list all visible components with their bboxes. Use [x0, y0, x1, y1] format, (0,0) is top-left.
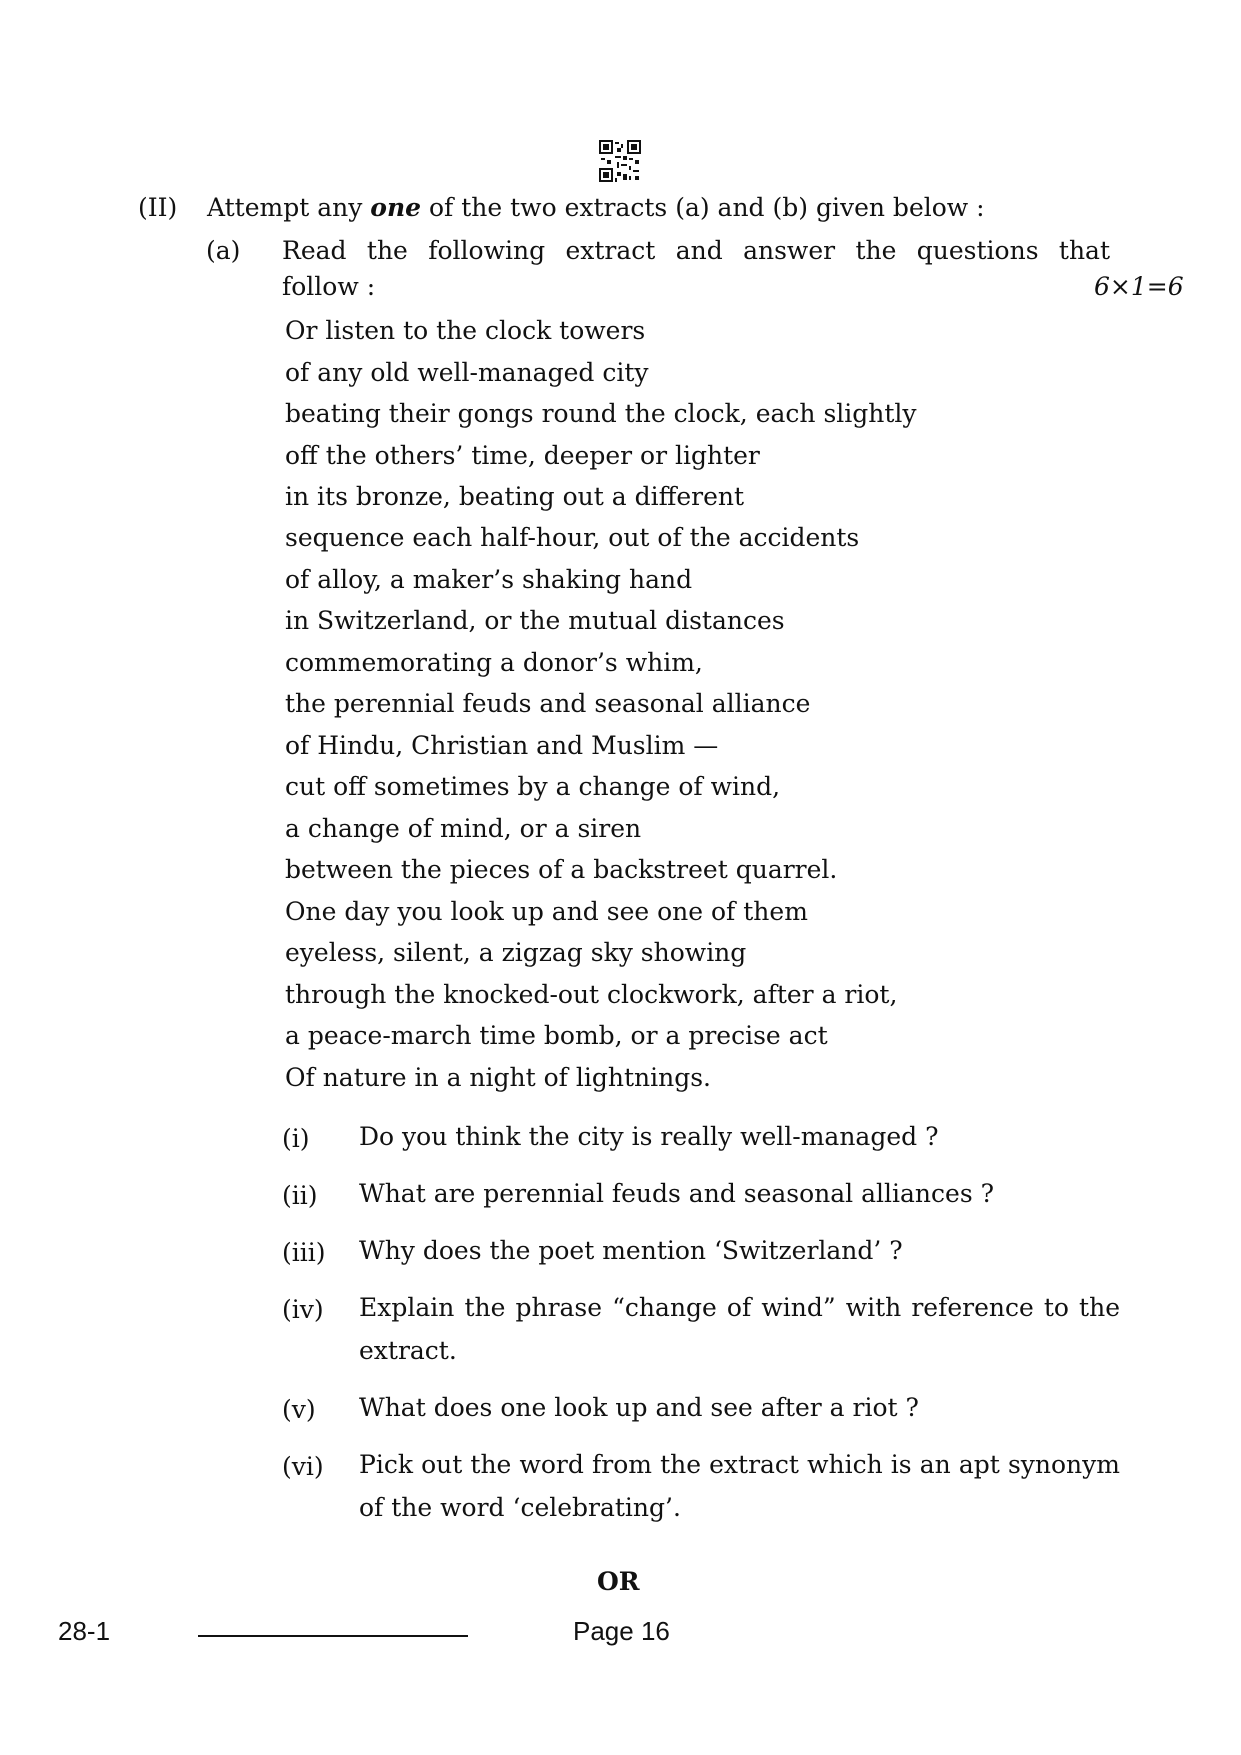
question-text: Pick out the word from the extract which is an apt synonym of the word ‘celebrating’. — [359, 1450, 1120, 1522]
poem-line: a peace-march time bomb, or a precise act — [285, 1021, 828, 1050]
page-number: Page 16 — [573, 1616, 670, 1646]
question-number: (iii) — [282, 1238, 326, 1267]
part-a-intro-line1: Read the following extract and answer the questions that — [282, 236, 1110, 265]
section-instruction — [207, 193, 985, 222]
instruction-text-post: of the two extracts (a) and (b) given below : — [421, 193, 985, 222]
poem-line: through the knocked-out clockwork, after a riot, — [285, 980, 898, 1009]
poem-line: sequence each half-hour, out of the accidents — [285, 523, 860, 552]
question-text: Explain the phrase “change of wind” with reference to the extract. — [359, 1293, 1120, 1365]
question-text: What are perennial feuds and seasonal alliances ? — [359, 1179, 994, 1208]
part-a-intro-line2: follow : — [282, 272, 376, 301]
poem-line: eyeless, silent, a zigzag sky showing — [285, 938, 747, 967]
qr-code — [599, 140, 641, 182]
poem-line: in its bronze, beating out a different — [285, 482, 745, 511]
question-text: Do you think the city is really well-managed ? — [359, 1122, 939, 1151]
question-number: (ii) — [282, 1181, 318, 1210]
poem-line: off the others’ time, deeper or lighter — [285, 441, 760, 470]
question-number: (i) — [282, 1124, 310, 1153]
poem-line: of any old well-managed city — [285, 358, 649, 387]
poem-line: cut off sometimes by a change of wind, — [285, 772, 781, 801]
instruction-emphasis: one — [370, 193, 422, 222]
poem-line: between the pieces of a backstreet quarrel. — [285, 855, 838, 884]
section-number: (II) — [138, 193, 178, 222]
question-number: (vi) — [282, 1452, 324, 1481]
poem-line: of alloy, a maker’s shaking hand — [285, 565, 693, 594]
poem-line: a change of mind, or a siren — [285, 814, 642, 843]
poem-line: the perennial feuds and seasonal alliance — [285, 689, 811, 718]
poem-line: Or listen to the clock towers — [285, 316, 646, 345]
poem-line: in Switzerland, or the mutual distances — [285, 606, 785, 635]
poem-line: Of nature in a night of lightnings. — [285, 1063, 712, 1092]
question-number: (iv) — [282, 1295, 324, 1324]
or-separator: OR — [597, 1567, 640, 1596]
poem-line: One day you look up and see one of them — [285, 897, 808, 926]
question-text: Why does the poet mention ‘Switzerland’ ? — [359, 1236, 903, 1265]
poem-line: beating their gongs round the clock, each slightly — [285, 399, 917, 428]
part-a-label: (a) — [206, 236, 241, 265]
instruction-text-pre: Attempt any — [207, 193, 371, 222]
paper-code: 28-1 — [58, 1616, 111, 1646]
poem-line: commemorating a donor’s whim, — [285, 648, 703, 677]
question-number: (v) — [282, 1395, 316, 1424]
poem-line: of Hindu, Christian and Muslim — — [285, 731, 719, 760]
footer-rule — [198, 1635, 468, 1637]
question-text: What does one look up and see after a riot ? — [359, 1393, 919, 1422]
marks-allocation: 6×1=6 — [1094, 272, 1184, 301]
